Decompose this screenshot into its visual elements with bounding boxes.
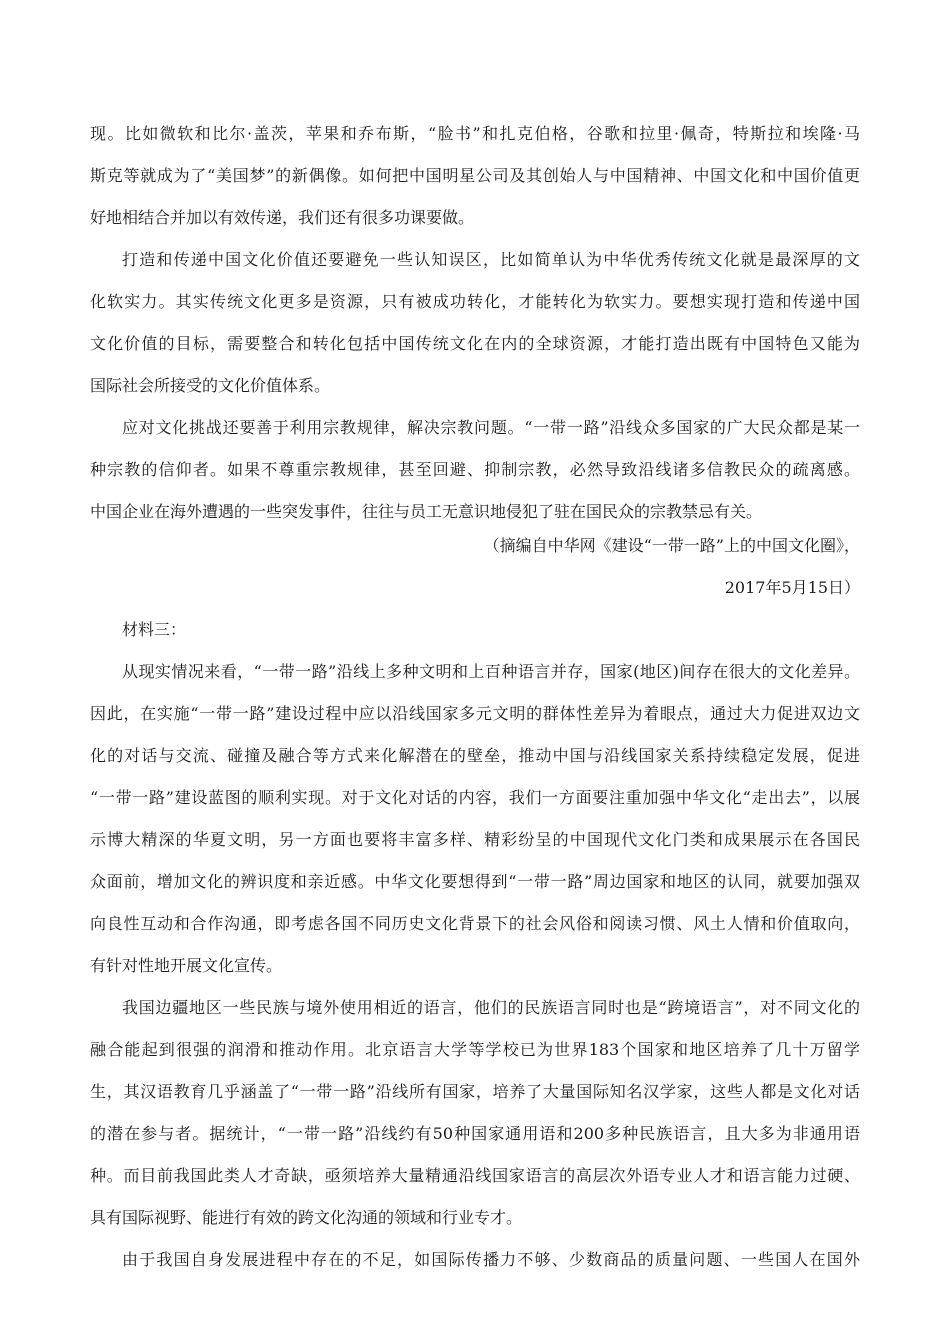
text-line: 应对文化挑战还要善于利用宗教规律，解决宗教问题。“一带一路”沿线众多国家的广大民众都是某一 <box>122 418 860 437</box>
text-line: 我国边疆地区一些民族与境外使用相近的语言，他们的民族语言同时也是“跨境语言”，对不同文化的 <box>122 998 860 1017</box>
text-line: 斯克等就成为了“美国梦”的新偶像。如何把中国明星公司及其创始人与中国精神、中国文化和中国价值更 <box>90 166 860 185</box>
text-line: 文化价值的目标，需要整合和转化包括中国传统文化在内的全球资源，才能打造出既有中国特色又能为 <box>90 334 860 353</box>
text-line: 种。而目前我国此类人才奇缺，亟须培养大量精通沿线国家语言的高层次外语专业人才和语言能力过硬、 <box>90 1166 860 1185</box>
text-line: 众面前，增加文化的辨识度和亲近感。中华文化要想得到“一带一路”周边国家和地区的认同，就要加强双 <box>90 872 860 891</box>
text-line: 国际社会所接受的文化价值体系。 <box>90 376 331 395</box>
text-line: 中国企业在海外遭遇的一些突发事件，往往与员工无意识地侵犯了驻在国民众的宗教禁忌有关。 <box>90 502 763 521</box>
text-line: 由于我国自身发展进程中存在的不足，如国际传播力不够、少数商品的质量问题、一些国人在国外 <box>122 1250 860 1269</box>
text-line: 打造和传递中国文化价值还要避免一些认知误区，比如简单认为中华优秀传统文化就是最深厚的文 <box>122 250 860 269</box>
text-line: 化的对话与交流、碰撞及融合等方式来化解潜在的壁垒，推动中国与沿线国家关系持续稳定发展，促进 <box>90 746 860 765</box>
text-line: 有针对性地开展文化宣传。 <box>90 956 283 975</box>
text-line: 化软实力。其实传统文化更多是资源，只有被成功转化，才能转化为软实力。要想实现打造和传递中国 <box>90 292 860 311</box>
text-line: 好地相结合并加以有效传递，我们还有很多功课要做。 <box>90 208 475 227</box>
text-line: 向良性互动和合作沟通，即考虑各国不同历史文化背景下的社会风俗和阅读习惯、风土人情和价值取向， <box>90 914 860 933</box>
text-line: 融合能起到很强的润滑和推动作用。北京语言大学等学校已为世界183个国家和地区培养了几十万留学 <box>90 1040 860 1059</box>
text-line: 现。比如微软和比尔·盖茨，苹果和乔布斯，“脸书”和扎克伯格，谷歌和拉里·佩奇，特斯拉和埃隆·马 <box>90 124 860 143</box>
text-line: 因此，在实施“一带一路”建设过程中应以沿线国家多元文明的群体性差异为着眼点，通过大力促进双边文 <box>90 704 860 723</box>
section-heading: 材料三： <box>122 620 187 639</box>
text-line: 示博大精深的华夏文明，另一方面也要将丰富多样、精彩纷呈的中国现代文化门类和成果展示在各国民 <box>90 830 860 849</box>
text-line: 种宗教的信仰者。如果不尊重宗教规律，甚至回避、抑制宗教，必然导致沿线诸多信教民众的疏离感。 <box>90 460 860 479</box>
text-line: 生，其汉语教育几乎涵盖了“一带一路”沿线所有国家，培养了大量国际知名汉学家，这些人都是文化对话 <box>90 1082 860 1101</box>
text-line: 具有国际视野、能进行有效的跨文化沟通的领域和行业专才。 <box>90 1208 523 1227</box>
text-line: 的潜在参与者。据统计，“一带一路”沿线约有50种国家通用语和200多种民族语言，且大多为非通用语 <box>90 1124 860 1143</box>
source-date: 2017年5月15日） <box>724 578 860 597</box>
text-line: “一带一路”建设蓝图的顺利实现。对于文化对话的内容，我们一方面要注重加强中华文化“走出去”，以展 <box>90 788 860 807</box>
text-line: 从现实情况来看，“一带一路”沿线上多种文明和上百种语言并存，国家(地区)间存在很大的文化差异。 <box>122 662 860 681</box>
source-citation: （摘编自中华网《建设“一带一路”上的中国文化圈》， <box>483 536 860 555</box>
